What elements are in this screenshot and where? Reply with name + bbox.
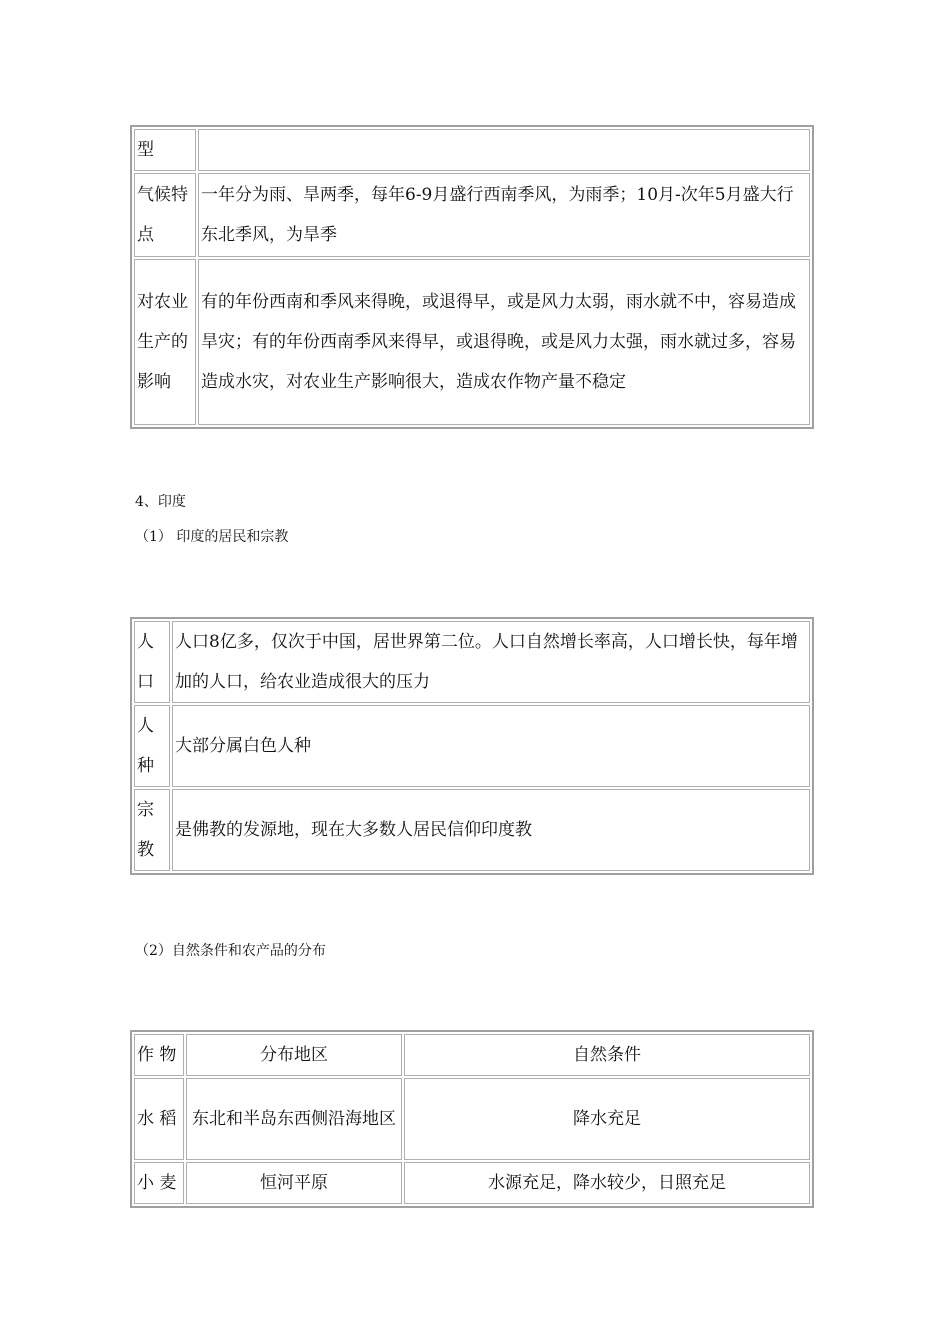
row-content: 人口8亿多，仅次于中国，居世界第二位。人口自然增长率高，人口增长快，每年增加的人口，给农业造成很大的压力 — [172, 621, 810, 703]
row-label: 宗教 — [134, 789, 170, 871]
crop-cell: 小 麦 — [134, 1162, 184, 1204]
row-label: 人口 — [134, 621, 170, 703]
row-content: 一年分为雨、旱两季，每年6-9月盛行西南季风，为雨季；10月-次年5月盛大行东北季风，为旱季 — [198, 173, 810, 257]
row-content: 有的年份西南和季风来得晚，或退得早，或是风力太弱，雨水就不中，容易造成旱灾；有的年份西南季风来得早，或退得晚，或是风力太强，雨水就过多，容易造成水灾，对农业生产影响很大，造成农作物产量不稳定 — [198, 259, 810, 425]
row-content — [198, 129, 810, 171]
region-cell: 东北和半岛东西侧沿海地区 — [186, 1078, 402, 1160]
table-row — [134, 789, 810, 871]
row-label: 人种 — [134, 705, 170, 787]
climate-table — [130, 125, 814, 429]
condition-cell: 水源充足，降水较少，日照充足 — [404, 1162, 810, 1204]
table-row — [134, 259, 810, 425]
table-row — [134, 621, 810, 703]
row-label: 对农业生产的影响 — [134, 259, 196, 425]
row-content: 大部分属白色人种 — [172, 705, 810, 787]
table-row — [134, 129, 810, 171]
condition-cell: 降水充足 — [404, 1078, 810, 1160]
column-header: 作 物 — [134, 1034, 184, 1076]
population-table — [130, 617, 814, 875]
column-header: 分布地区 — [186, 1034, 402, 1076]
section-heading: 4、印度 — [135, 494, 186, 510]
subsection-heading: （1） 印度的居民和宗教 — [135, 529, 289, 545]
table-row — [134, 1162, 810, 1204]
subsection-heading: （2）自然条件和农产品的分布 — [135, 943, 326, 959]
row-content: 是佛教的发源地，现在大多数人居民信仰印度教 — [172, 789, 810, 871]
row-label: 型 — [134, 129, 196, 171]
row-label: 气候特点 — [134, 173, 196, 257]
crop-table — [130, 1030, 814, 1208]
table-header-row — [134, 1034, 810, 1076]
column-header: 自然条件 — [404, 1034, 810, 1076]
table-row — [134, 705, 810, 787]
region-cell: 恒河平原 — [186, 1162, 402, 1204]
crop-cell: 水 稻 — [134, 1078, 184, 1160]
table-row — [134, 173, 810, 257]
table-row — [134, 1078, 810, 1160]
